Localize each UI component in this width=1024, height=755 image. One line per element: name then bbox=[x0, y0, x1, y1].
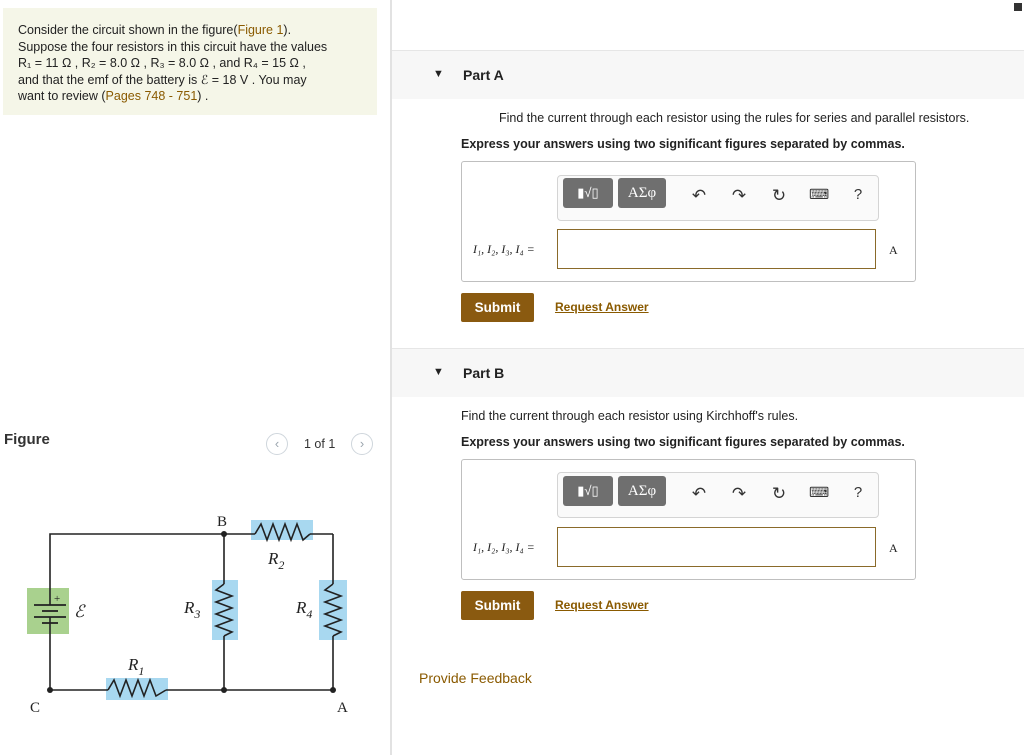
label-c: C bbox=[30, 700, 41, 716]
label-r2: $R_2$ bbox=[268, 549, 285, 572]
reset-icon[interactable]: ↻ bbox=[771, 484, 787, 503]
part-b-submit-button[interactable]: Submit bbox=[461, 591, 534, 620]
undo-icon[interactable]: ↶ bbox=[691, 186, 707, 205]
part-a-math-template-button[interactable]: ▮√▯ bbox=[563, 178, 613, 208]
part-a-unit: A bbox=[889, 243, 898, 257]
part-a-help-button[interactable]: ? bbox=[853, 186, 863, 203]
part-b-answer-input[interactable] bbox=[557, 527, 876, 567]
figure-pager-text: 1 of 1 bbox=[304, 437, 336, 451]
undo-icon[interactable]: ↶ bbox=[691, 484, 707, 503]
node-b bbox=[221, 531, 227, 537]
node-a bbox=[330, 687, 336, 693]
part-a-request-answer-link[interactable]: Request Answer bbox=[555, 300, 649, 314]
r4-highlight bbox=[319, 580, 347, 640]
part-a-greek-button[interactable]: ΑΣφ bbox=[618, 178, 666, 208]
part-b-title: Part B bbox=[463, 365, 505, 381]
problem-line-1: Consider the circuit shown in the figure(Figure 1). bbox=[18, 23, 292, 37]
label-b: B bbox=[217, 514, 228, 530]
circuit-diagram bbox=[0, 500, 380, 730]
part-a-question: Find the current through each resistor using the rules for series and parallel resistors. bbox=[499, 111, 970, 125]
label-r1: $R_1$ bbox=[128, 655, 145, 678]
part-b-question: Find the current through each resistor using Kirchhoff's rules. bbox=[461, 409, 799, 423]
chevron-left-icon: ‹ bbox=[274, 436, 280, 451]
part-b-answer-label: I₁, I₂, I₃, I₄ = bbox=[473, 540, 535, 554]
part-b-collapse-icon[interactable]: ▼ bbox=[433, 366, 444, 378]
problem-statement bbox=[3, 8, 377, 115]
label-a: A bbox=[337, 700, 348, 716]
problem-line-3: R₁ = 11 Ω , R₂ = 8.0 Ω , R₃ = 8.0 Ω , and R₄ = 15 Ω , bbox=[18, 56, 306, 70]
part-b-instruction: Express your answers using two significant figures separated by commas. bbox=[461, 435, 905, 449]
redo-icon[interactable]: ↷ bbox=[731, 484, 747, 503]
part-b-greek-button[interactable]: ΑΣφ bbox=[618, 476, 666, 506]
redo-icon[interactable]: ↷ bbox=[731, 186, 747, 205]
figure-title: Figure bbox=[4, 431, 50, 448]
part-a-collapse-icon[interactable]: ▼ bbox=[433, 68, 444, 80]
part-b-unit: A bbox=[889, 541, 898, 555]
node-c bbox=[47, 687, 53, 693]
next-figure-button[interactable] bbox=[351, 433, 373, 455]
node-bottom bbox=[221, 687, 227, 693]
problem-line-2: Suppose the four resistors in this circuit have the values bbox=[18, 39, 328, 54]
reset-icon[interactable]: ↻ bbox=[771, 186, 787, 205]
keyboard-icon[interactable]: ⌨ bbox=[809, 484, 830, 500]
keyboard-icon[interactable]: ⌨ bbox=[809, 186, 830, 202]
part-a-submit-button[interactable]: Submit bbox=[461, 293, 534, 322]
label-plus: + bbox=[54, 593, 61, 605]
label-emf: ℰ bbox=[74, 602, 85, 621]
part-b-help-button[interactable]: ? bbox=[853, 484, 863, 501]
part-b-math-template-button[interactable]: ▮√▯ bbox=[563, 476, 613, 506]
part-a-answer-label: I₁, I₂, I₃, I₄ = bbox=[473, 242, 535, 256]
label-r4: $R_4$ bbox=[296, 598, 313, 621]
label-r3: $R_3$ bbox=[184, 598, 201, 621]
provide-feedback-link[interactable]: Provide Feedback bbox=[419, 670, 532, 686]
chevron-right-icon: › bbox=[359, 436, 365, 451]
pages-link[interactable]: Pages 748 - 751 bbox=[105, 89, 198, 103]
prev-figure-button[interactable] bbox=[266, 433, 288, 455]
part-b-request-answer-link[interactable]: Request Answer bbox=[555, 598, 649, 612]
part-a-title: Part A bbox=[463, 67, 504, 83]
part-a-instruction: Express your answers using two significant figures separated by commas. bbox=[461, 137, 905, 151]
problem-line-5: want to review (Pages 748 - 751) . bbox=[18, 89, 209, 103]
problem-line-4: and that the emf of the battery is ℰ = 18 V . You may bbox=[18, 72, 307, 87]
part-a-answer-input[interactable] bbox=[557, 229, 876, 269]
corner-marker bbox=[1014, 3, 1022, 11]
figure-link[interactable]: Figure 1 bbox=[237, 23, 284, 37]
